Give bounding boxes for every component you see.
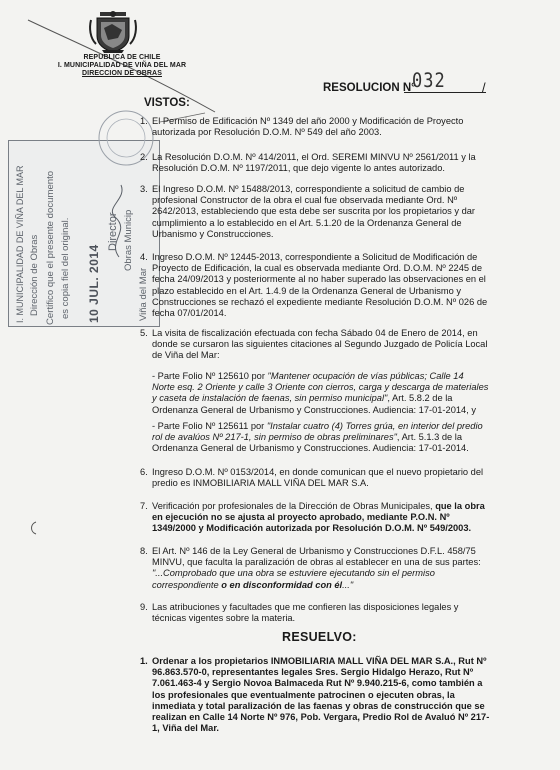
item-line: La visita de fiscalización efectuada con fecha Sábado 04 de Enero de 2014, en (152, 328, 478, 338)
item-line: El Permiso de Edificación Nº 1349 del año 2000 y Modificación de Proyecto (152, 116, 464, 126)
item-line: donde se cursaron las siguientes citaciones al Segundo Juzgado de Policía Local (152, 339, 488, 350)
item-line: cumplimiento a lo establecido en el Art. 5.1.20 de la Ordenanza General de (152, 217, 462, 228)
resolution-number: 032 (412, 69, 446, 93)
item-line: profesional Constructor de la obra el cual fue observada mediante Ord. Nº (152, 195, 458, 206)
citation-article: , Art. 5.1.3 de la (396, 432, 463, 443)
item-number: 1. (140, 116, 148, 126)
item-line-italic: ..." (342, 579, 354, 590)
stamp-date: 10 JUL. 2014 (87, 244, 101, 323)
item-line: autorizada por Resolución D.O.M. Nº 549 del año 2003. (152, 127, 382, 138)
item-number: 9. (140, 602, 148, 612)
item-line: 1, Viña del Mar. (152, 723, 220, 734)
stamp-line-1: I. MUNICIPALIDAD DE VIÑA DEL MAR (15, 165, 25, 323)
item-number: 6. (140, 467, 148, 477)
item-number: 8. (140, 546, 148, 556)
citation-b (152, 421, 530, 455)
citation-quote: Norte esq. 2 Oriente y calle 3 Oriente con cierros, carga y descarga de materiales (152, 382, 489, 393)
item-line: Construcciones se rechazó el expediente mediante Resolución D.O.M. Nº 026 de (152, 296, 488, 307)
vistos-heading: VISTOS: (144, 97, 190, 109)
stamp-line-3: Certifico que el presente documento (45, 170, 56, 325)
item-line: inmediata y total paralización de las faenas y obras de construcción que se (152, 700, 485, 711)
resolution-slash: / (482, 80, 486, 95)
citation-article: , Art. 5.8.2 de la (387, 393, 453, 404)
item-line-bold: 1349/2000 y Modificación autorizada por Resolución D.O.M. Nº 549/2003. (152, 523, 472, 534)
item-line-bold-italic: o en disconformidad con él (221, 579, 343, 590)
item-line: Verificación por profesionales de la Dirección de Obras Municipales, (152, 501, 436, 511)
citation-line: Ordenanza General de Urbanismo y Construcciones. Audiencia: 17-01-2014, y (152, 404, 477, 415)
item-line: Resolución D.O.M. Nº 1197/2011, que dejo vigente lo antes autorizado. (152, 163, 445, 174)
item-line-bold: que la obra (435, 501, 485, 511)
item-number: 4. (140, 252, 148, 262)
item-line: técnicas vigentes sobre la materia. (152, 613, 296, 624)
citation-prefix: - Parte Folio Nº 125611 por (152, 421, 267, 431)
resolution-label: RESOLUCION N° (323, 82, 416, 94)
resolution-underline (404, 92, 486, 93)
item-line: 7.061.463-4 y Sergio Novoa Balmaceda Rut Nº 9.940.215-6, como también a (152, 678, 483, 689)
item-line: Proyecto de Edificación, la cual es observada mediante Ord. D.O.M. Nº 2245 de (152, 263, 482, 274)
stamp-line-6: Obras Municip (123, 209, 134, 271)
item-line: 2642/2013, estableciendo que esta debe ser suscrita por los propietarios y dar (152, 206, 476, 217)
item-line: fecha 24/09/2013 y posteriormente al no haber superado las observaciones en el (152, 274, 486, 285)
citation-quote: y caseta de instalación de faenas, sin permiso municipal" (152, 393, 388, 404)
citation-quote: rol de avalúos Nº 217-1, sin permiso de obras preliminares" (152, 432, 397, 443)
stamp-line-2: Dirección de Obras (29, 234, 40, 316)
item-number: 3. (140, 184, 148, 194)
municipal-crest-icon (88, 8, 138, 54)
item-line: realizan en Calle 14 Norte Nº 976, Pob. Vergara, Predio Rol de Avaluó Nº 217- (152, 712, 490, 723)
item-line: 96.863.570-0, representantes legales Sres. Sergio Hidalgo Herazo, Rut Nº (152, 667, 474, 678)
item-number: 5. (140, 328, 148, 338)
item-number: 7. (140, 501, 148, 511)
item-line: Ingreso D.O.M. Nº 0153/2014, en donde comunican que el nuevo propietario del (152, 467, 484, 477)
item-line: La Resolución D.O.M. Nº 414/2011, el Ord. SEREMI MINVU Nº 2561/2011 y la (152, 152, 476, 162)
item-line: plazo establecido en el Art. 1.4.9 de la Ordenanza General de Urbanismo y (152, 285, 462, 296)
letterhead (42, 54, 202, 78)
citation-quote: "Instalar cuatro (4) Torres grúa, en interior del predio (266, 421, 483, 431)
stamp-signature-director: Director (107, 212, 119, 251)
item-line-italic: "...Comprobado que una obra se estuviere ejecutando sin el permiso (152, 568, 435, 579)
item-line: Ordenar a los propietarios INMOBILIARIA MALL VIÑA DEL MAR S.A., Rut Nº (152, 656, 487, 666)
letterhead-department: DIRECCION DE OBRAS (82, 70, 162, 77)
item-line: de Viña del Mar: (152, 350, 220, 361)
item-line: MINVU, que faculta la paralización de obras al establecer en una de sus partes: (152, 557, 481, 568)
stamp-line-7: Viña del Mar (138, 267, 149, 321)
citation-quote: "Mantener ocupación de vías públicas; Calle 14 (267, 371, 464, 381)
item-line: Ingreso D.O.M. Nº 12445-2013, correspondiente a Solicitud de Modificación de (152, 252, 478, 262)
letterhead-country: REPUBLICA DE CHILE (83, 54, 161, 61)
item-line: predio es INMOBILIARIA MALL VIÑA DEL MAR S.A. (152, 478, 369, 489)
stamp-signature-scribble (101, 181, 141, 261)
item-number: 2. (140, 152, 148, 162)
item-number: 1. (140, 656, 148, 666)
citation-prefix: - Parte Folio Nº 125610 por (152, 371, 268, 381)
letterhead-municipality: I. MUNICIPALIDAD DE VIÑA DEL MAR (57, 62, 187, 69)
punch-hole-mark (28, 520, 38, 536)
certification-stamp (8, 140, 160, 327)
item-line: Urbanismo y Construcciones. (152, 228, 274, 239)
item-line: Las atribuciones y facultades que me confieren las disposiciones legales y (152, 602, 459, 612)
item-line: los profesionales que eventualmente patrocinen o ejecuten obras, la (152, 689, 455, 700)
item-line: fecha 07/01/2014. (152, 308, 227, 319)
item-line: El Art. Nº 146 de la Ley General de Urbanismo y Construcciones D.F.L. 458/75 (152, 546, 476, 556)
item-line-bold: en ejecución no se ajusta al proyecto aprobado, mediante P.O.N. Nº (152, 512, 450, 523)
citation-line: Ordenanza General de Urbanismo y Construcciones. Audiencia: 17-01-2014. (152, 443, 469, 454)
item-line: El Ingreso D.O.M. Nº 15488/2013, correspondiente a solicitud de cambio de (152, 184, 465, 194)
stamp-line-4: es copia fiel del original. (60, 217, 71, 319)
resuelvo-heading: RESUELVO: (282, 630, 357, 644)
citation-a (152, 371, 530, 416)
item-line-italic: correspondiente (152, 579, 222, 590)
